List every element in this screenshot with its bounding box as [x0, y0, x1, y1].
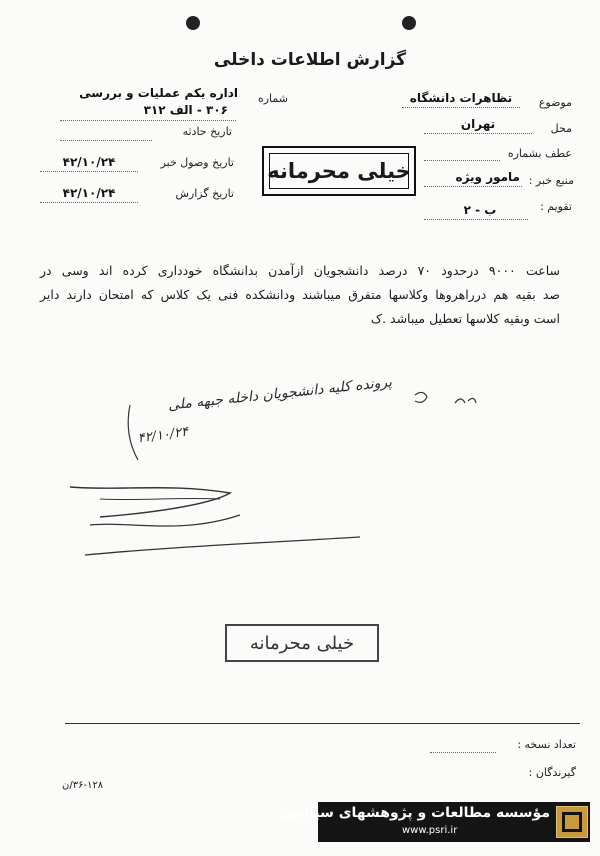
copies-label: تعداد نسخه :: [517, 738, 576, 751]
receipt-date-value: ۴۲/۱۰/۲۴: [62, 155, 116, 169]
receipt-date-dots: [40, 171, 138, 172]
source-label: منبع خبر :: [528, 174, 574, 187]
recipients-label: گیرندگان :: [528, 766, 576, 779]
bottom-secret-stamp: [225, 624, 379, 662]
copies-dots: [430, 752, 496, 753]
handwriting-scribbles: [60, 365, 500, 585]
form-number: ۳۶-۱۲۸/ن: [62, 780, 104, 791]
place-label: محل: [550, 122, 572, 135]
handwritten-date: ۴۲/۱۰/۲۴: [136, 424, 190, 447]
evaluation-value: ب - ۲: [463, 203, 497, 217]
punch-hole-right: [402, 16, 416, 30]
incident-date-dots: [60, 140, 152, 141]
punch-hole-left: [186, 16, 200, 30]
evaluation-label: تقویم :: [540, 200, 572, 213]
report-date-value: ۴۲/۱۰/۲۴: [62, 186, 116, 200]
body-line-3: است وبقیه کلاسها تعطیل میباشد .ک: [370, 311, 560, 326]
top-secret-stamp: [262, 146, 416, 196]
bottom-secret-stamp-text: خیلی محرمانه: [249, 632, 355, 654]
top-secret-stamp-text: خیلی محرمانه: [267, 159, 411, 183]
source-value: مامور ویژه: [455, 170, 520, 184]
evaluation-dots: [424, 219, 528, 220]
handwritten-note: پرونده کلیه دانشجویان داخله جبهه ملی: [167, 374, 393, 414]
report-date-label: تاریخ گزارش: [175, 187, 234, 200]
subject-label: موضوع: [538, 96, 572, 109]
number-label: شماره: [257, 92, 288, 105]
incident-date-label: تاریخ حادثه: [182, 125, 232, 138]
document-title: گزارش اطلاعات داخلی: [213, 50, 407, 70]
ref-label: عطف بشماره: [507, 147, 572, 160]
source-dots: [424, 186, 522, 187]
place-value: تهران: [460, 117, 496, 131]
body-line-1: ساعت ۹۰۰۰ درحدود ۷۰ درصد دانشجویان ازآمدن بدانشگاه خودداری کرده اند وسی در: [40, 263, 560, 278]
institute-logo-icon: [556, 806, 588, 838]
body-line-2: صد بقیه هم درراهروها وکلاسها متفرق میباشند ودانشکده فنی یک کلاس که امتحان دارند دایر: [40, 287, 560, 302]
place-dots: [424, 133, 532, 134]
ref-dots: [424, 160, 500, 161]
stamp-inner-border: [269, 153, 409, 189]
subject-value: تظاهرات دانشگاه: [409, 91, 513, 105]
number-dots: [60, 120, 236, 121]
number-value-line2: ۳۰۶ - الف ۳۱۲: [143, 103, 228, 117]
subject-dots: [402, 107, 520, 108]
institute-name: مؤسسه مطالعات و پژوهشهای سیاسی: [281, 805, 550, 821]
institute-url[interactable]: www.psri.ir: [402, 825, 458, 836]
receipt-date-label: تاریخ وصول خبر: [160, 156, 234, 169]
report-date-dots: [40, 202, 138, 203]
footer-divider: [65, 723, 580, 724]
number-value-line1: اداره یکم عملیات و بررسی: [79, 86, 238, 100]
